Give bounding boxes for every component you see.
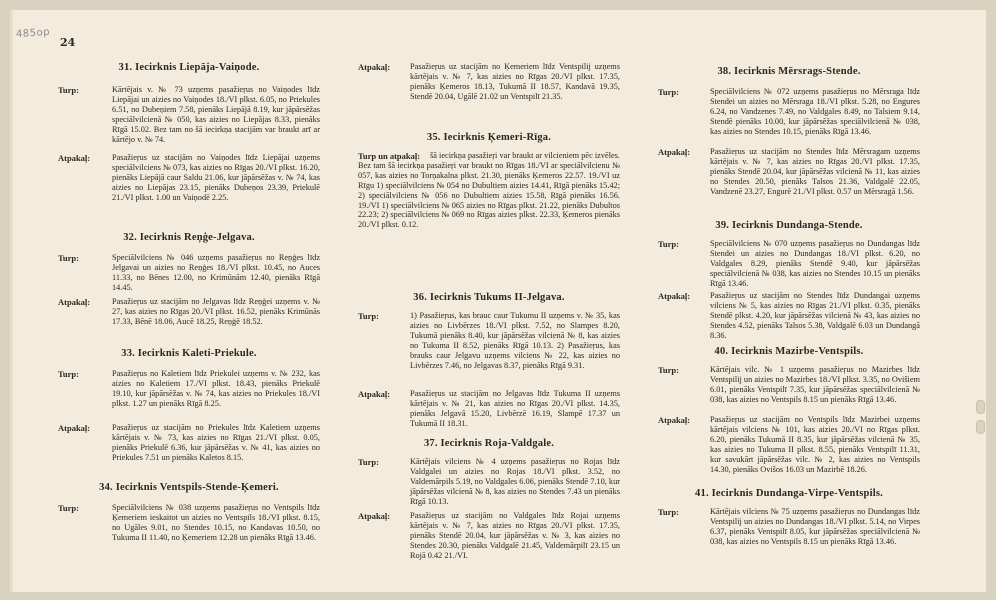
atpakal-row [658,147,920,197]
atpakal-row [58,423,320,473]
turp-row [58,85,320,145]
turp-row [658,87,920,147]
document-page [10,10,986,592]
row-text: Pasažieŗus uz stacijām no Priekules līdz Kaletiem uzņems kārtējais v. № 73, kas aizies no Rīgas 21./VI plkst. 0.05, pienāks Priekulē 6.36, kur jāpārsēžas v. № 41, kas aizies no Priekules 7.51 un pienāks Kaletos 8.15. [112,423,320,462]
row-label: Atpakaļ: [358,389,391,399]
turp-row [58,369,320,419]
row-text: Kārtējais vilciens № 4 uzņems pasažieŗus no Rojas līdz Valdgalei un aizies no Rojas 18./VI plkst. 3.52, no Valdemārpils 5.19, no Valdgales 6.06, pienāks Stendē 7.10, kur jāpārsēžas vilcienā № 8, kas aizies no Stendes 7.43 un pienāks Rīgā 10.13. [410,457,620,506]
row-text: Pasažieŗus uz stacijām no Ķemeriem līdz Ventspilij uzņems kārtējais v. № 7, kas aizies no Rīgas 20./VI plkst. 17.35, pienāks Ķemeros 18.13, Tukumā II 18.57, Kandavā 19.35, Stendē 20.04, Ugālē 21.02 un Ventspilī 21.35. [410,62,620,101]
section-33 [58,348,320,473]
row-text: Kārtējais vilciens № 75 uzņems pasažieŗus no Dundangas līdz Ventspilij un aizies no Dundangas 18./VI plkst. 5.14, no Virpes 6.37, pienāks Ventspilī 8.05, kur jāpārsēžas speciālvilcienā № 038, kas aizies no Ventspils 8.15 un pienāks Rīgā 13.46. [710,507,920,546]
section-title: 38. Iecirknis Mērsrags-Stende. [717,66,861,77]
row-text: Pasažieŗus uz stacijām no Stendes līdz Mērsragam uzņems kārtējais v. № 7, kas aizies no Rīgas 20./VI plkst. 17.35, pienāks Stendē 20.04, kur jāpārsēžas vilcienā № 11, kas aizies no Stendes 20.50, pienāks Talsos 21.36, Valdgalē 22.05, Vandzenē 23.27, Engurē 21./VI plkst. 0.57 un Mērsragā 1.56. [710,147,920,196]
section-32 [58,232,320,337]
row-text: 1) Pasažieŗus, kas brauc caur Tukumu II uzņems v. № 35, kas aizies no Livbērzes 18./VI plkst. 7.52, no Slampes 8.20, Tukumā pienāks 8.40, kur jāpārsēžas vilcienā № 8, kas aizies no Tukuma II 8.52, pienāks Rīgā 10.13. 2) Pasažieŗus, kas brauks caur Jelgavu uzņems vilciens № 22, kas aizies no Livbērzes 7.46, no Jelgavas 8.37, pienāks Rīgā 9.31. [410,311,620,370]
section-41 [658,488,920,547]
section-title: 34. Iecirknis Ventspils-Stende-Ķemeri. [99,482,279,493]
row-label: Turp: [58,369,79,379]
row-text: Speciālvilciens № 046 uzņems pasažieŗus no Reņģes līdz Jelgavai un aizies no Reņģes 18./VI plkst. 10.45, no Auces 11.33, no Bēnes 12.00, no Krimūnām 12.40, pienāks Rīgā 14.45. [112,253,320,292]
turp-row [58,253,320,293]
row-label: Atpakaļ: [58,153,91,163]
atpakal-row [658,291,920,341]
atpakal-row [58,297,320,337]
row-text: Speciālvilciens № 072 uzņems pasažieŗus no Mērsraga līdz Stendei un aizies no Mērsraga 18./VI plkst. 5.28, no Engures 6.24, no Vandzenes 7.49, no Valdgales 8.49, no Talsiem 9.14, Stendē pienāks 10.00, kur jāpārsēžas speciālvilcienā № 038, kas aizies no Stendes 10.15, pienāks Rīgā 13.46. [710,87,920,136]
row-text: Pasažieŗus uz stacijām no Ventspils līdz Mazirbei uzņems kārtējais vilciens № 101, kas aizies 20./VI no Rīgas plkst. 6.20, pienāks Tukumā II 8.35, kur jāpārsēžas vilcienā № 35, kas aizies no Tukuma II plkst. 8.55, pienāks Ventspilī 11.31, kur savukārt jāpārsēžas vilc. № 2, kas aizies no Ventspils 14.30, pienāks Ovišos 16.03 un Mazirbē 18.26. [710,415,920,474]
atpakal-row [658,415,920,474]
row-text: Speciālvilciens № 070 uzņems pasažieŗus no Dundangas līdz Stendei un aizies no Dundangas 18./VI plkst. 6.20, no Valdgales 8.29, pienāks Stendē 9.40, kur jāpārsēžas speciālvilcienā № 038, kas aizies no Stendes 10.15 un pienāks Rīgā 13.46. [710,239,920,288]
row-label: Atpakaļ: [358,511,391,521]
row-text: Pasažieŗus uz stacijām no Valdgales līdz Rojai uzņems kārtējais v. № 7, kas aizies no Rīgas 20./VI plkst. 17.35, pienāks Stendē 20.04, kur jāpārsēžas v. № 3, kas aizies no Stendes 20.30, pienāks Valdgalē 21.45, Valdemārpilī 23.15 un Rojā 0.42 21./VI. [410,511,620,560]
archive-stamp: 485op [15,26,51,41]
turp-row [358,311,620,387]
punch-hole [976,400,985,414]
section-title: 39. Iecirknis Dundanga-Stende. [715,220,863,231]
section-40 [658,346,920,474]
row-label: Turp: [358,311,379,321]
row-text: Kārtējais vilc. № 1 uzņems pasažieŗus no Mazirbes līdz Ventspilij un aizies no Mazirbes 18./VI plkst. 3.35, no Ovišiem 6.01, pienāks Ventspilī 7.35, kur jāpārsēžas speciālvilcienā № 038, kas aizies no Ventspils 8.15 un pienāks Rīgā 13.46. [710,365,920,404]
row-label: Atpakaļ: [58,423,91,433]
atpakal-row [358,511,620,561]
row-text: šā iecirkņa pasažieŗi var braukt ar vilcieniem pēc izvēles. Bez tam šā iecirkņa pasažieŗi var braukt no Rīgas 18./VI ar speciālvilcienu № 057, kas aizies no Torņakalna plkst. 21.30, pienāks Ķemeros 22.57. 19./VI uz Rīgu 1) speciālvilciens № 054 no Dubultiem aizies 14.41, Rīgā pienāks 15.42; 2) speciālvilciens № 056 no Dubultiem aizies 15.58, Rīgā pienāks 16.56. 19./VI 1) speciālvilciens № 065 aizies no Rīgas plkst. 21.22, pienāks Dubultos 22.23; 2) speciālvilciens № 069 no Rīgas aizies plkst. 22.33, Ķemeros pienāks 20./VI plkst. 0.12. [358,151,620,230]
row-label: Turp: [58,85,79,95]
row-label: Turp: [658,239,679,249]
punch-hole [976,420,985,434]
section-title: 37. Iecirknis Roja-Valdgale. [423,438,555,449]
row-text: Pasažieŗus no Kaletiem līdz Priekulei uzņems v. № 232, kas aizies no Kaletiem 17./VI plkst. 18.43, pienāks Priekulē 19.10, kur jāpārsēžas v. № 74, kas aizies no Priekules 18./VI plkst. 1.27 un pienāks Rīgā 8.25. [112,369,320,408]
section-title: 40. Iecirknis Mazirbe-Ventspils. [714,346,864,357]
section-title: 35. Iecirknis Ķemeri-Rīga. [426,132,552,143]
row-text: Kārtējais v. № 73 uzņems pasažieŗus no Vaiņodes līdz Liepājai un aizies no Vaiņodes 18./VI plkst. 6.05, no Priekules 6.51, no Dubeņiem 7.58, pienāks Liepājā 8.19, kur jāpārsēžas speciālvilcienā № 050, kas aizies no Liepājas 8.33, pienāks Rīgā 15.02. Bez tam no šā iecirkņa stacijām var braukt arī ar kārtējo v. № 74. [112,85,320,144]
section-39 [658,220,920,341]
turp-row [658,239,920,289]
row-label: Turp: [58,503,79,513]
page-number: 24 [60,36,76,49]
page-edge [10,10,13,592]
turp-row [358,457,620,507]
row-label: Turp: [658,507,679,517]
row-label: Atpakaļ: [58,297,91,307]
turp-row [658,507,920,547]
row-text: Speciālvilciens № 038 uzņems pasažieŗus no Ventspils līdz Ķemeriem ieskaitot un aizies no Ventspils 18./VI plkst. 8.15, no Ugāles 9.01, no Stendes 10.15, no Kandavas 10.50, no Tukuma II 11.40, no Ķemeriem 12.28 un pienāks Rīgā 13.46. [112,503,320,542]
section-title: 32. Iecirknis Reņģe-Jelgava. [123,232,255,243]
turp-row [658,365,920,415]
section-title: 36. Iecirknis Tukums II-Jelgava. [413,292,565,303]
atpakal-row [58,153,320,213]
section-31 [58,62,320,213]
row-label: Turp un atpakaļ: [358,151,421,161]
row-label: Atpakaļ: [658,415,691,425]
section-35 [358,132,620,230]
section-34 [58,482,320,543]
row-text: Pasažieŗus uz stacijām no Vaiņodes līdz Liepājai uzņems speciālvilciens № 073, kas aizies no Rīgas 20./VI plkst. 16.20, pienāks Liepājā caur Saldu 21.06, kur jāpārsēžas v. № 74, kas aizies no Liepājas 23.15, pienāks Dubeņos 23.39, Priekulē 21./VI plkst. 1.00 un Vaiņodē 2.25. [112,153,320,202]
row-label: Atpakaļ: [358,62,391,72]
section-title: 33. Iecirknis Kaleti-Priekule. [121,348,257,359]
atpakal-row [358,62,620,102]
section-38 [658,66,920,197]
row-label: Turp: [658,87,679,97]
section-36 [358,292,620,429]
section-34-continued [358,62,620,102]
row-label: Atpakaļ: [658,291,691,301]
atpakal-row [358,389,620,429]
row-label: Turp: [658,365,679,375]
row-label: Turp: [58,253,79,263]
row-label: Atpakaļ: [658,147,691,157]
section-37 [358,438,620,561]
row-text: Pasažieŗus uz stacijām no Jelgavas līdz Reņģei uzņems v. № 27, kas aizies no Rīgas 20./VI plkst. 16.52, pienāks Krimūnās 17.33, Bēnē 18.06, Aucē 18.25, Reņģē 18.52. [112,297,320,326]
row-label: Turp: [358,457,379,467]
row-text: Pasažieŗus uz stacijām no Stendes līdz Dundangai uzņems vilciens № 5, kas aizies no Rīgas 21./VI plkst. 0.35, pienāks Stendē plkst. 4.20, kur jāpārsēžas vilcienā № 43, kas aizies no Stendes 4.52, pienāks Talsos 5.38, Valdgalē 6.03 un Dundangā 8.36. [710,291,920,340]
turp-row [58,503,320,543]
row-text: Pasažieŗus uz stacijām no Jelgavas līdz Tukuma II uzņems kārtējais v. № 21, kas aizies no Rīgas 20./VI plkst. 14.35, pienāks Jelgavā 15.20, Livbērzē 16.19, Slampē 17.37 un Tukumā II 18.31. [410,389,620,428]
section-title: 31. Iecirknis Liepāja-Vaiņode. [118,62,260,73]
turp-un-atpakal-row [358,151,620,230]
section-title: 41. Iecirknis Dundanga-Virpe-Ventspils. [695,488,883,499]
